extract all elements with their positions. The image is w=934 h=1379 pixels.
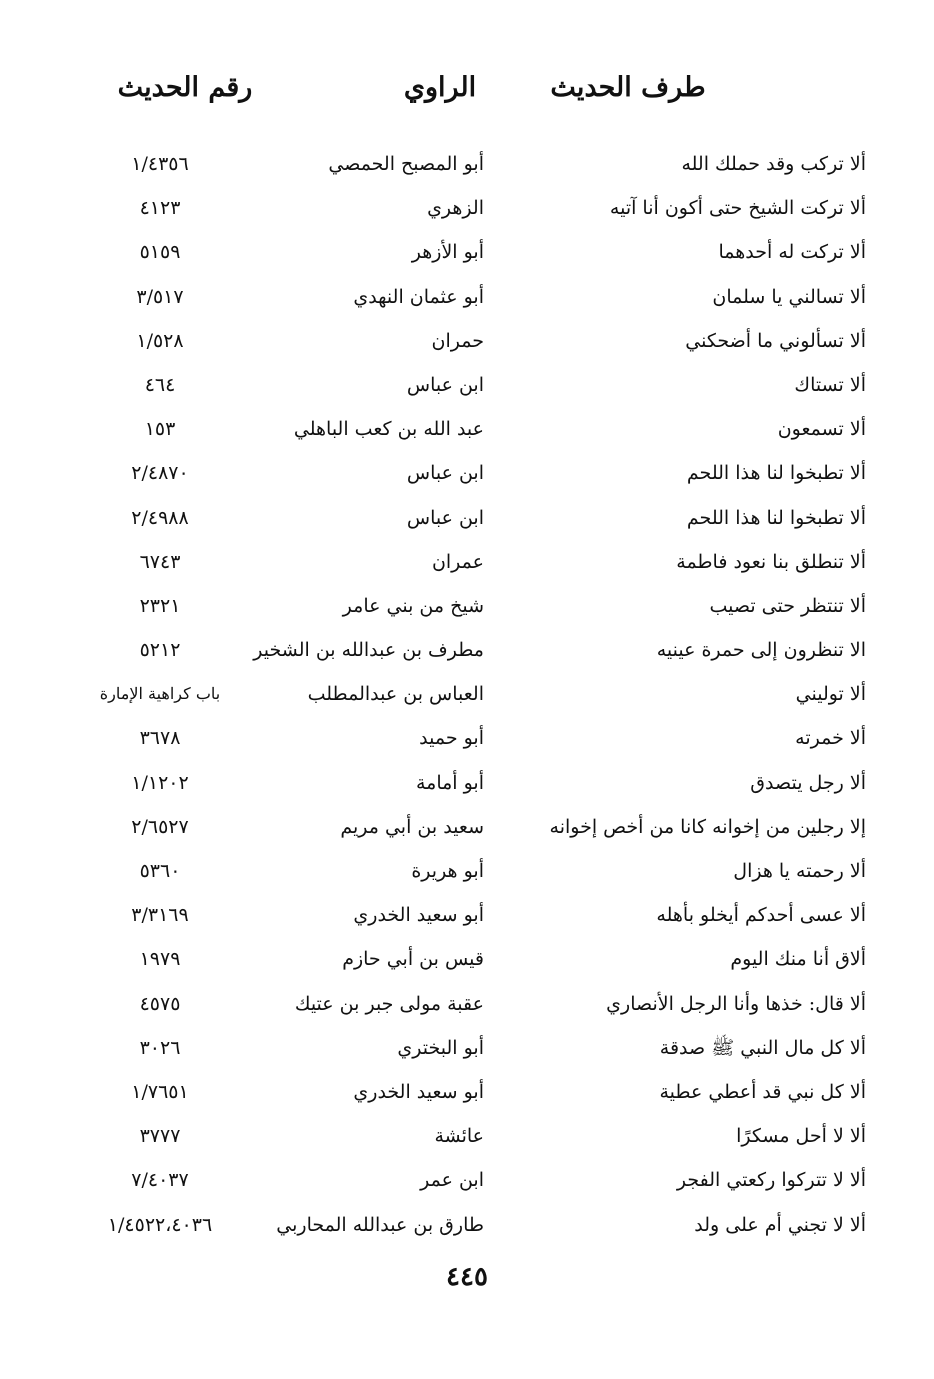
table-row <box>0 895 934 939</box>
narrator-name: أبو هريرة <box>411 860 484 882</box>
hadith-text: ألا قال: خذها وأنا الرجل الأنصاري <box>606 992 866 1015</box>
narrator-name: ابن عباس <box>406 373 484 396</box>
table-row <box>0 1028 934 1072</box>
hadith-text: ألا تسألوني ما أضحكني <box>685 329 866 352</box>
hadith-text: ألا لا تجني أم على ولد <box>694 1213 866 1236</box>
header-hadith-title: طرف الحديث <box>550 72 706 103</box>
narrator-name: أبو أمامة <box>415 771 484 794</box>
hadith-number: ٢/٦٥٢٧ <box>131 815 189 838</box>
hadith-text: ألا تركب وقد حملك الله <box>681 153 866 175</box>
hadith-text: ألا توليني <box>795 683 866 706</box>
hadith-number: ٣/٥١٧ <box>136 285 184 308</box>
table-row <box>0 939 934 983</box>
narrator-name: أبو سعيد الخدري <box>353 1080 484 1103</box>
table-row <box>0 453 934 497</box>
table-row <box>0 630 934 674</box>
hadith-number: ٤٥٧٥ <box>139 992 181 1015</box>
hadith-number: ١/٥٢٨ <box>136 329 184 352</box>
hadith-number: ٣٠٢٦ <box>139 1036 181 1059</box>
table-row <box>0 586 934 630</box>
hadith-number: ١/٤٥٢٢،٤٠٣٦ <box>107 1213 213 1236</box>
hadith-number: ١/٧٦٥١ <box>131 1080 189 1103</box>
hadith-text: ألا تطبخوا لنا هذا اللحم <box>686 506 866 529</box>
hadith-text: ألا تسالني يا سلمان <box>712 285 866 308</box>
narrator-name: طارق بن عبدالله المحاربي <box>276 1213 484 1236</box>
table-header <box>0 72 934 116</box>
table-row <box>0 542 934 586</box>
hadith-number: ٢/٤٩٨٨ <box>131 506 189 529</box>
narrator-name: ابن عباس <box>406 506 484 529</box>
hadith-number: ٥٢١٢ <box>139 639 181 662</box>
hadith-number: ٣/٣١٦٩ <box>131 904 189 927</box>
hadith-number: باب كراهية الإمارة <box>99 684 221 704</box>
hadith-number: ٢/٤٨٧٠ <box>131 462 189 485</box>
hadith-number: ٧/٤٠٣٧ <box>131 1169 189 1192</box>
hadith-text: ألا عسى أحدكم أيخلو بأهله <box>656 904 866 927</box>
hadith-text: ألا تركت له أحدهما <box>718 241 866 264</box>
hadith-number: ٥٣٦٠ <box>139 860 181 882</box>
narrator-name: مطرف بن عبدالله بن الشخير <box>253 639 484 662</box>
table-row <box>0 763 934 807</box>
table-row <box>0 1116 934 1160</box>
narrator-name: أبو سعيد الخدري <box>353 904 484 927</box>
hadith-text: ألا تسمعون <box>777 418 866 441</box>
header-number-title: رقم الحديث <box>117 72 253 103</box>
hadith-number: ١٥٣ <box>144 418 176 441</box>
hadith-text: ألا تنتظر حتى تصيب <box>709 594 866 617</box>
table-row <box>0 365 934 409</box>
narrator-name: عائشة <box>434 1125 484 1148</box>
narrator-name: ابن عمر <box>420 1169 484 1192</box>
narrator-name: الزهري <box>427 197 484 220</box>
hadith-text: ألا لا أحل مسكرًا <box>736 1125 866 1148</box>
table-row <box>0 1160 934 1204</box>
table-row <box>0 1072 934 1116</box>
narrator-name: عمران <box>431 550 484 573</box>
narrator-name: سعيد بن أبي مريم <box>340 815 484 838</box>
narrator-name: عبد الله بن كعب الباهلي <box>293 418 484 441</box>
header-narrator-title: الراوي <box>403 72 477 103</box>
narrator-name: أبو عثمان النهدي <box>353 285 484 308</box>
hadith-text: ألا رحمته يا هزال <box>733 860 866 882</box>
hadith-text: ألا كل نبي قد أعطي عطية <box>659 1080 866 1103</box>
narrator-name: عقبة مولى جبر بن عتيك <box>294 992 484 1015</box>
table-row <box>0 277 934 321</box>
hadith-number: ٤٦٤ <box>144 373 176 396</box>
table-row <box>0 232 934 276</box>
hadith-text: الا تنظرون إلى حمرة عينيه <box>656 639 866 662</box>
narrator-name: ابن عباس <box>406 462 484 485</box>
narrator-name: شيخ من بني عامر <box>342 594 484 617</box>
hadith-number: ٥١٥٩ <box>139 241 181 264</box>
hadith-text: ألا تستاك <box>794 373 866 396</box>
hadith-number: ٦٧٤٣ <box>139 550 181 573</box>
table-row <box>0 1205 934 1249</box>
hadith-number: ١/١٢٠٢ <box>131 771 189 794</box>
table-row <box>0 498 934 542</box>
hadith-text: إلا رجلين من إخوانه كانا من أخص إخوانه <box>549 815 866 838</box>
narrator-name: أبو المصبح الحمصي <box>328 153 484 175</box>
hadith-text: ألا تطبخوا لنا هذا اللحم <box>686 462 866 485</box>
hadith-number: ٣٦٧٨ <box>139 727 181 750</box>
narrator-name: أبو الأزهر <box>411 241 484 264</box>
narrator-name: حمران <box>431 329 484 352</box>
hadith-number: ٢٣٢١ <box>139 594 181 617</box>
hadith-text: ألا لا تتركوا ركعتي الفجر <box>676 1169 866 1192</box>
hadith-text: ألا كل مال النبي ﷺ صدقة <box>659 1036 866 1059</box>
hadith-number: ١/٤٣٥٦ <box>131 153 189 175</box>
hadith-text: ألا رجل يتصدق <box>750 771 866 794</box>
hadith-number: ٤١٢٣ <box>139 197 181 220</box>
table-row <box>0 674 934 718</box>
table-row <box>0 718 934 762</box>
page-number: ٤٤٥ <box>446 1262 488 1292</box>
narrator-name: أبو البختري <box>397 1036 484 1059</box>
narrator-name: قيس بن أبي حازم <box>342 948 484 971</box>
table-row <box>0 807 934 851</box>
hadith-text: ألا تنطلق بنا نعود فاطمة <box>676 550 866 573</box>
hadith-index-table <box>0 144 934 1249</box>
table-row <box>0 144 934 188</box>
narrator-name: العباس بن عبدالمطلب <box>307 683 484 706</box>
table-row <box>0 409 934 453</box>
table-row <box>0 321 934 365</box>
hadith-number: ١٩٧٩ <box>139 948 181 971</box>
hadith-text: ألا تركت الشيخ حتى أكون أنا آتيه <box>609 197 866 220</box>
hadith-number: ٣٧٧٧ <box>139 1125 181 1148</box>
narrator-name: أبو حميد <box>419 727 484 750</box>
table-row <box>0 984 934 1028</box>
hadith-text: ألاق أنا منك اليوم <box>730 948 866 971</box>
hadith-text: ألا خمرته <box>795 727 866 750</box>
table-row <box>0 188 934 232</box>
table-row <box>0 851 934 895</box>
